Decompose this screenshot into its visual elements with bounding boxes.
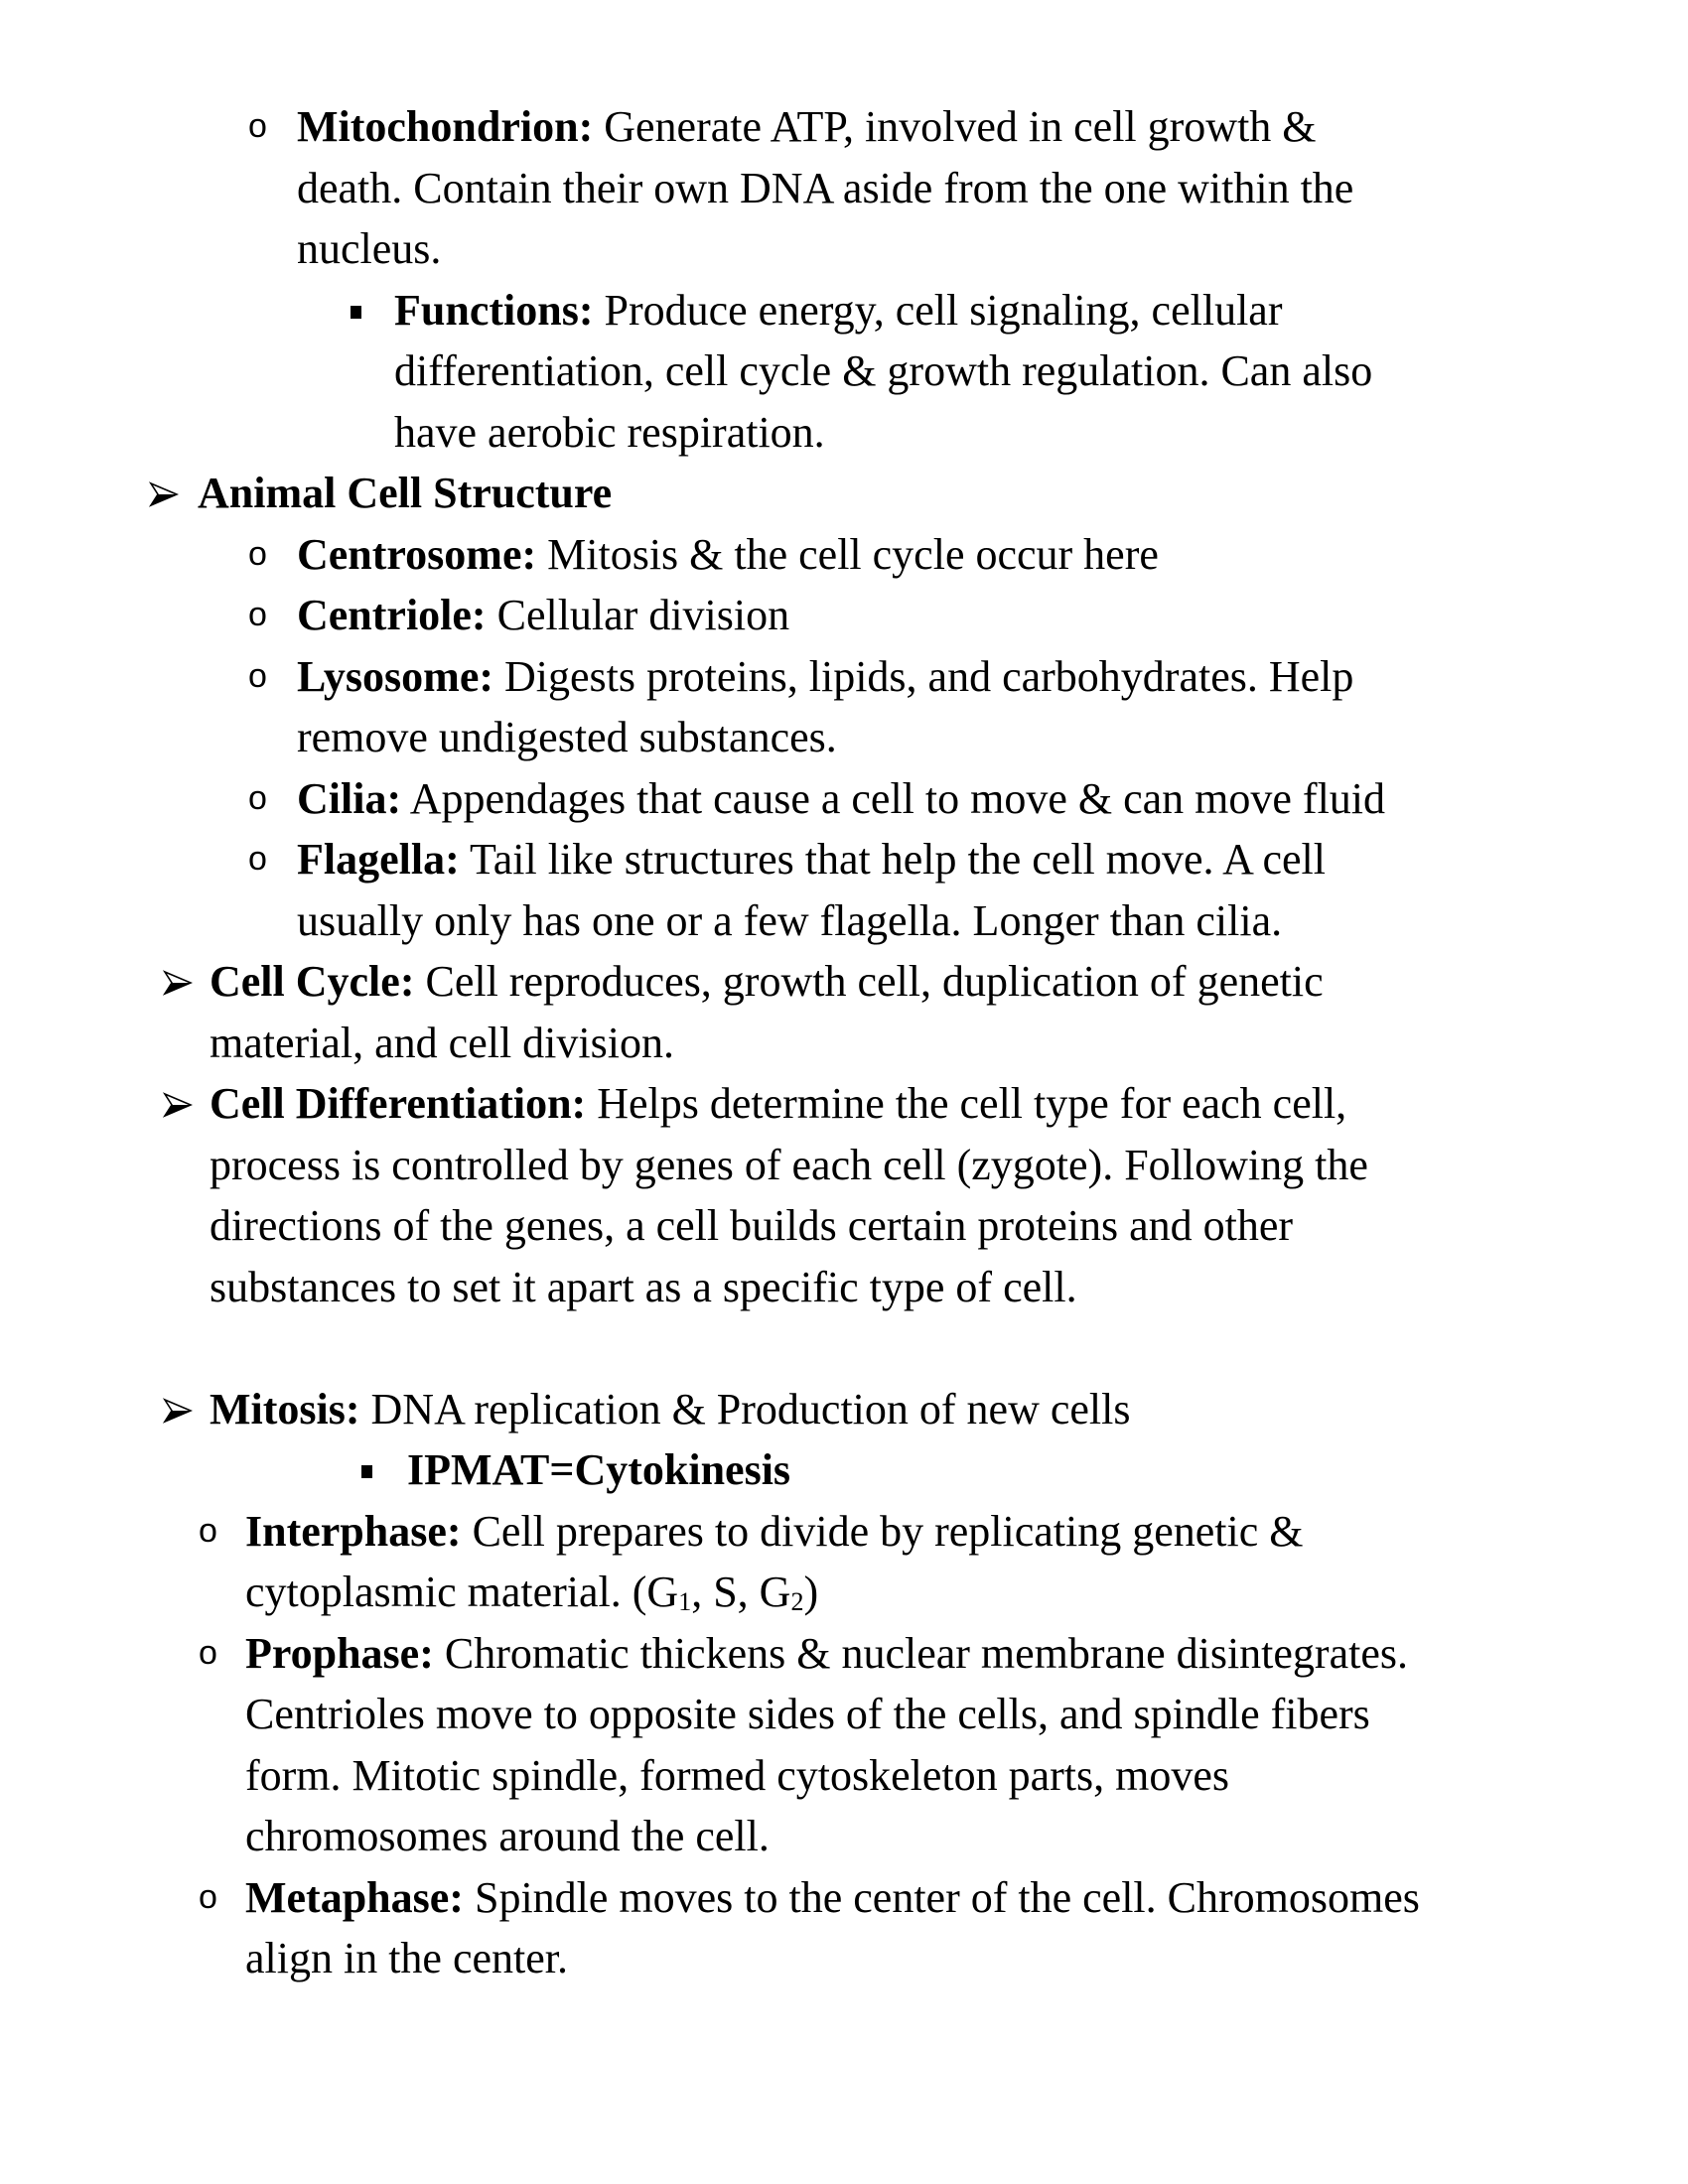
definition-text: Produce energy, cell signaling, cellular [604,285,1283,335]
definition-text: Tail like structures that help the cell move. A cell [469,835,1326,884]
continuation-line: Centrioles move to opposite sides of the cells, and spindle fibers [245,1690,1370,1738]
continuation-line: remove undigested substances. [297,713,837,761]
definition-text: Cell prepares to divide by replicating genetic & [472,1506,1304,1556]
ipmat-text: IPMAT=Cytokinesis [407,1445,791,1494]
square-bullet-icon [361,1465,372,1478]
subscript: 1 [678,1587,692,1616]
list-item-cilia [0,768,1688,830]
definition-text: Cellular division [496,591,790,639]
square-bullet-icon [351,306,361,319]
list-item-mitosis [0,1379,1688,1440]
term-label: Prophase: [245,1628,434,1678]
arrow-bullet-icon [163,970,193,996]
circle-bullet-icon: o [248,778,267,817]
continuation-line: align in the center. [245,1934,568,1982]
list-item-ipmat [0,1439,1688,1501]
continuation-line: have aerobic respiration. [394,407,825,457]
continuation-line: differentiation, cell cycle & growth regulation. Can also [394,346,1373,395]
definition-text: Generate ATP, involved in cell growth & [604,102,1317,151]
subscript: 2 [790,1587,804,1616]
circle-bullet-icon: o [199,1511,217,1550]
list-item-functions [0,280,1688,341]
term-label: Centrosome: [297,529,537,579]
circle-bullet-icon: o [248,656,267,695]
heading-text: Animal Cell Structure [198,469,613,517]
definition-text: Chromatic thickens & nuclear membrane disintegrates. [444,1628,1408,1678]
continuation-line: death. Contain their own DNA aside from the one within the [297,163,1354,212]
continuation-line: directions of the genes, a cell builds certain proteins and other [210,1201,1294,1250]
list-item-lysosome [0,646,1688,708]
definition-text: Mitosis & the cell cycle occur here [547,529,1159,579]
text-segment: , S, G [691,1568,791,1616]
document [0,96,1688,1989]
definition-text: Spindle moves to the center of the cell. Chromosomes [474,1872,1420,1922]
term-label: Centriole: [297,591,487,639]
term-label: Mitochondrion: [297,102,594,151]
list-item-prophase [0,1623,1688,1685]
list-item-mitochondrion [0,96,1688,158]
list-item-metaphase [0,1867,1688,1929]
circle-bullet-icon: o [199,1633,217,1672]
continuation-line [0,1562,1688,1623]
continuation-line: nucleus. [297,224,442,273]
arrow-bullet-icon [149,481,179,507]
continuation-line: chromosomes around the cell. [245,1812,770,1860]
continuation-line: usually only has one or a few flagella. Longer than cilia. [297,895,1283,945]
definition-text: Helps determine the cell type for each cell, [597,1079,1347,1128]
circle-bullet-icon: o [248,107,267,145]
continuation-line: form. Mitotic spindle, formed cytoskeleton parts, moves [245,1750,1230,1800]
term-label: Functions: [394,285,594,335]
text-segment: ) [803,1568,819,1616]
list-item-cell-cycle [0,951,1688,1013]
list-item-cell-differentiation [0,1073,1688,1135]
term-label: Metaphase: [245,1872,464,1922]
term-label: Cilia: [297,773,402,823]
term-label: Lysosome: [297,651,493,701]
term-label: Mitosis: [210,1384,360,1433]
definition-text: Appendages that cause a cell to move & can move fluid [409,773,1386,823]
definition-text: Cell reproduces, growth cell, duplication of genetic [425,957,1324,1006]
term-label: Interphase: [245,1506,462,1556]
list-item-centriole [0,585,1688,646]
definition-text: DNA replication & Production of new cells [370,1384,1131,1433]
definition-text: Digests proteins, lipids, and carbohydrates. Help [504,651,1354,701]
text-segment: cytoplasmic material. (G [245,1568,679,1616]
arrow-bullet-icon [163,1092,193,1118]
section-heading-animal-cell [0,463,1688,524]
list-item-centrosome [0,524,1688,586]
term-label: Cell Cycle: [210,957,415,1006]
continuation-line: material, and cell division. [210,1018,674,1067]
list-item-interphase [0,1501,1688,1563]
term-label: Flagella: [297,835,460,884]
continuation-line: process is controlled by genes of each cell (zygote). Following the [210,1140,1368,1189]
blank-line [0,1317,1688,1379]
list-item-flagella [0,829,1688,890]
circle-bullet-icon: o [248,840,267,878]
circle-bullet-icon: o [248,596,267,633]
continuation-line: substances to set it apart as a specific type of cell. [210,1262,1077,1311]
circle-bullet-icon: o [248,534,267,573]
term-label: Cell Differentiation: [210,1079,587,1128]
circle-bullet-icon: o [199,1877,217,1916]
arrow-bullet-icon [163,1398,193,1424]
